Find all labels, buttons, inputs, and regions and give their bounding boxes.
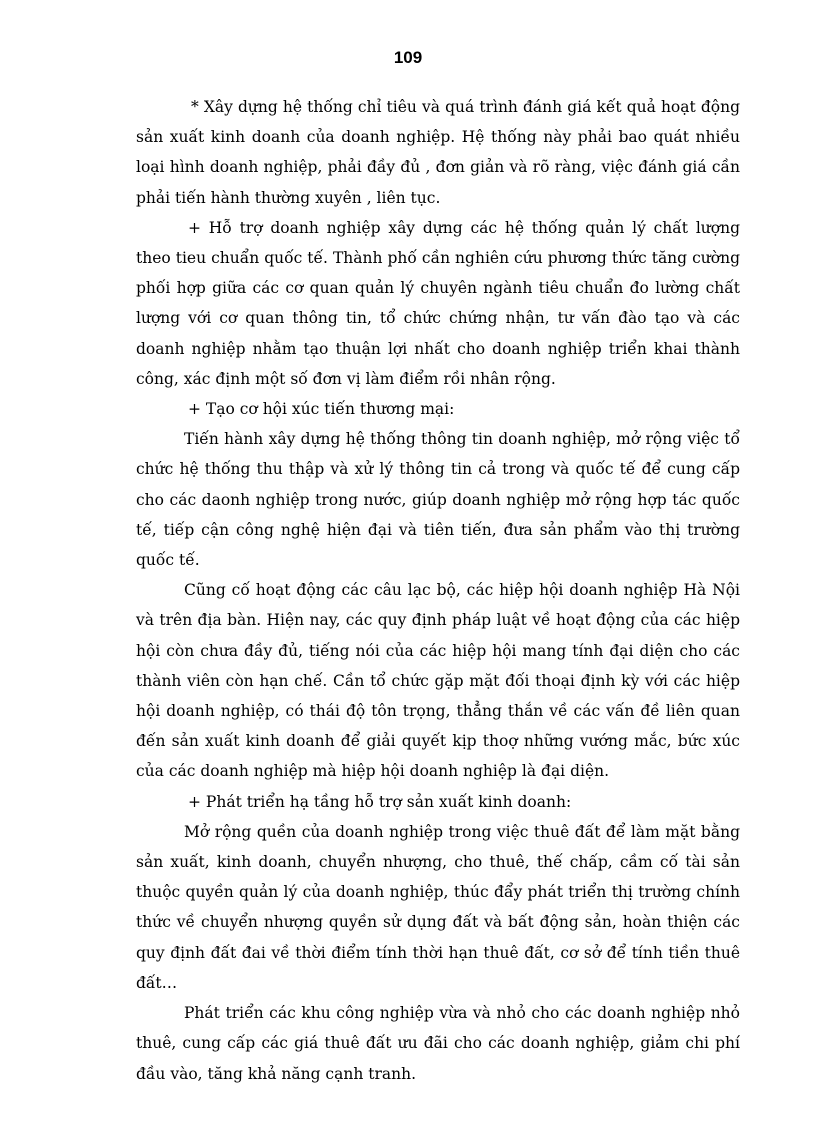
- body-text: [136, 92, 740, 1089]
- paragraph-business-associations: Cũng cố hoạt động các câu lạc bộ, các hiệp hội doanh nghiệp Hà Nội và trên địa bàn. Hiện nay, các quy định pháp luật về hoạt động của các hiệp hội còn chưa đầy đủ, tiếng nói của các hiệp hội mang tính đại diện cho các thành viên còn hạn chế. Cần tổ chức gặp mặt đối thoại định kỳ với các hiệp hội doanh nghiệp, có thái độ tôn trọng, thẳng thắn về các vấn đề liên quan đến sản xuất kinh doanh để giải quyết kịp thoợ những vướng mắc, bức xúc của các doanh nghiệp mà hiệp hội doanh nghiệp là đại diện.: [136, 581, 740, 781]
- paragraph-industrial-zones: Phát triển các khu công nghiệp vừa và nhỏ cho các doanh nghiệp nhỏ thuê, cung cấp các giá thuê đất ưu đãi cho các doanh nghiệp, giảm chi phí đầu vào, tăng khả năng cạnh tranh.: [136, 1004, 740, 1083]
- paragraph-information-system: Tiến hành xây dựng hệ thống thông tin doanh nghiệp, mở rộng việc tổ chức hệ thống thu thập và xử lý thông tin cả trong và quốc tế để cung cấp cho các daonh nghiệp trong nước, giúp doanh nghiệp mở rộng hợp tác quốc tế, tiếp cận công nghệ hiện đại và tiên tiến, đưa sản phẩm vào thị trường quốc tế.: [136, 430, 740, 570]
- paragraph-land-rights: Mở rộng quền của doanh nghiệp trong việc thuê đất để làm mặt bằng sản xuất, kinh doanh, chuyển nhượng, cho thuê, thế chấp, cầm cố tài sản thuộc quyền quản lý của doanh nghiệp, thúc đẩy phát triển thị trường chính thức về chuyển nhượng quyền sử dụng đất và bất động sản, hoàn thiện các quy định đất đai về thời điểm tính thời hạn thuê đất, cơ sở để tính tiền thuê đất…: [136, 822, 740, 992]
- paragraph-quality-management: + Hỗ trợ doanh nghiệp xây dựng các hệ thống quản lý chất lượng theo tieu chuẩn quốc tế. Thành phố cần nghiên cứu phương thức tăng cường phối hợp giữa các cơ quan quản lý chuyên ngành tiêu chuẩn đo lường chất lượng với cơ quan thông tin, tổ chức chứng nhận, tư vấn đào tạo và các doanh nghiệp nhằm tạo thuận lợi nhất cho doanh nghiệp triển khai thành công, xác định một số đơn vị làm điểm rồi nhân rộng.: [136, 218, 740, 388]
- heading-infrastructure-development: + Phát triển hạ tầng hỗ trợ sản xuất kinh doanh:: [188, 792, 572, 811]
- paragraph-evaluation-system: * Xây dựng hệ thống chỉ tiêu và quá trình đánh giá kết quả hoạt động sản xuất kinh doanh của doanh nghiệp. Hệ thống này phải bao quát nhiều loại hình doanh nghiệp, phải đầy đủ , đơn giản và rõ ràng, việc đánh giá cần phải tiến hành thường xuyên , liên tục.: [136, 98, 740, 207]
- page-number: 109: [393, 48, 423, 67]
- heading-trade-promotion: + Tạo cơ hội xúc tiến thương mại:: [188, 400, 455, 419]
